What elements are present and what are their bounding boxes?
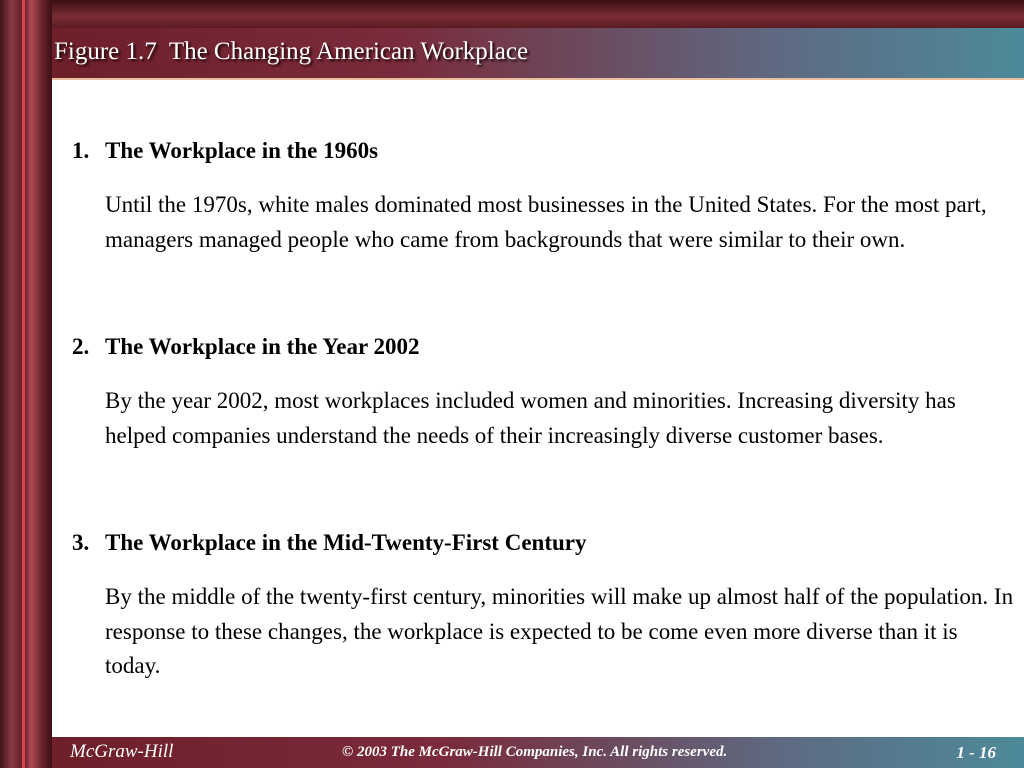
slide-content — [52, 80, 1024, 737]
item-body: Until the 1970s, white males dominated most businesses in the United States. For the most part, managers managed people who came from backgrounds that were similar to their own. — [105, 192, 987, 252]
item-heading: The Workplace in the Year 2002 — [105, 334, 420, 359]
item-body: By the year 2002, most workplaces included women and minorities. Increasing diversity has helped companies understand the needs of their increasingly diverse customer bases. — [105, 388, 956, 448]
item-heading: The Workplace in the 1960s — [105, 138, 379, 163]
footer-copyright: © 2003 The McGraw-Hill Companies, Inc. All rights reserved. — [342, 744, 728, 760]
list-item — [72, 136, 1017, 257]
item-heading-row — [72, 136, 1017, 166]
footer-bar — [52, 737, 1024, 768]
top-decorative-strip — [52, 0, 1024, 28]
item-body: By the middle of the twenty-first century, minorities will make up almost half of the population. In response to these changes, the workplace is expected to be come even more diverse than it is today. — [105, 584, 1014, 678]
item-number: 1. — [72, 138, 90, 163]
item-heading: The Workplace in the Mid-Twenty-First Century — [105, 530, 587, 555]
slide-title: Figure 1.7 The Changing American Workplace — [54, 38, 529, 65]
item-number: 2. — [72, 334, 90, 359]
footer-brand: McGraw-Hill — [70, 741, 174, 762]
item-heading-row — [72, 332, 1017, 362]
list-item — [72, 332, 1017, 453]
page-number: 1 - 16 — [956, 743, 996, 762]
list-item — [72, 528, 1017, 684]
item-number: 3. — [72, 530, 90, 555]
title-bar — [52, 28, 1024, 78]
item-heading-row — [72, 528, 1017, 558]
left-red-line — [22, 0, 25, 768]
left-decorative-band — [0, 0, 52, 768]
